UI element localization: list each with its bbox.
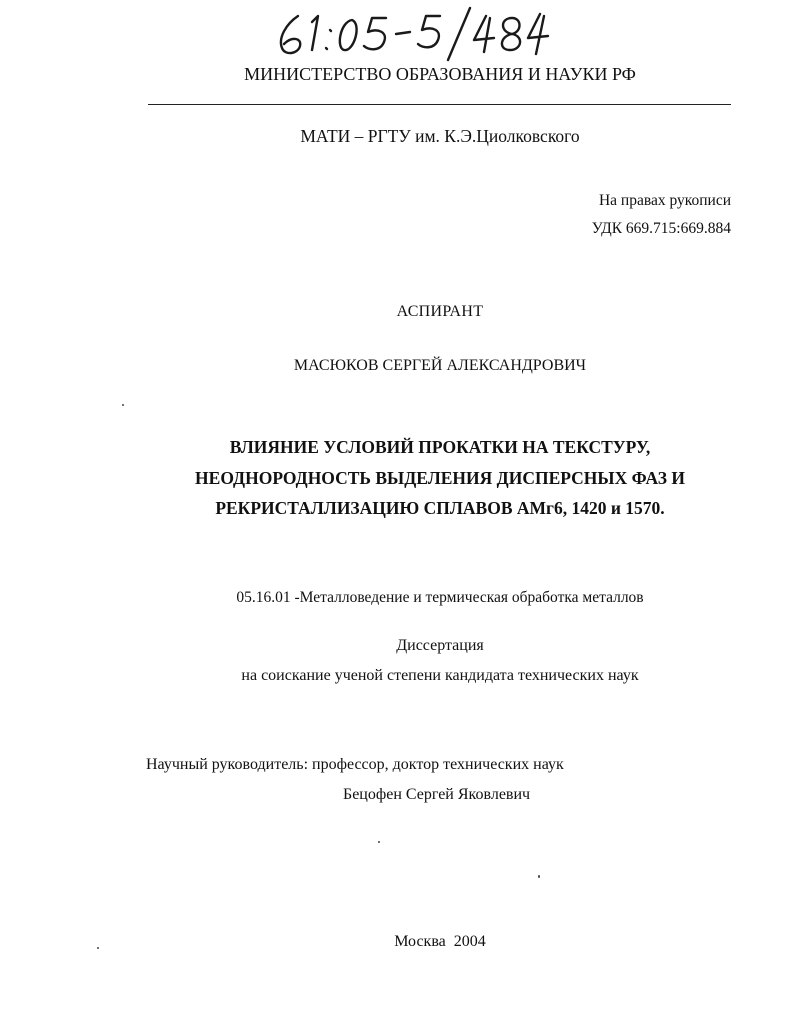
- scan-speck: [538, 875, 540, 878]
- handwritten-archive-number: [268, 4, 568, 64]
- ministry-heading: МИНИСТЕРСТВО ОБРАЗОВАНИЯ И НАУКИ РФ: [244, 64, 636, 84]
- supervisor-line: Научный руководитель: профессор, доктор технических наук: [146, 756, 564, 773]
- dissertation-title-line-2: НЕОДНОРОДНОСТЬ ВЫДЕЛЕНИЯ ДИСПЕРСНЫХ ФАЗ И: [195, 468, 685, 488]
- city-year: Москва 2004: [394, 933, 486, 950]
- specialty-code: 05.16.01 -Металловедение и термическая обработка металлов: [236, 589, 644, 606]
- scan-speck: [122, 404, 124, 406]
- university-name: МАТИ – РГТУ им. К.Э.Циолковского: [300, 126, 580, 146]
- author-name: МАСЮКОВ СЕРГЕЙ АЛЕКСАНДРОВИЧ: [293, 357, 587, 374]
- author-role: АСПИРАНТ: [396, 303, 484, 320]
- scan-speck: [378, 841, 380, 843]
- dissertation-title-line-1: ВЛИЯНИЕ УСЛОВИЙ ПРОКАТКИ НА ТЕКСТУРУ,: [229, 437, 651, 457]
- degree-line: на соискание ученой степени кандидата технических наук: [241, 667, 639, 684]
- scan-speck: [97, 947, 99, 949]
- document-type: Диссертация: [396, 637, 484, 654]
- udk-code: УДК 669.715:669.884: [591, 220, 731, 237]
- manuscript-rights: На правах рукописи: [598, 192, 731, 209]
- dissertation-title-line-3: РЕКРИСТАЛЛИЗАЦИЮ СПЛАВОВ АМг6, 1420 и 1570.: [215, 498, 665, 518]
- header-divider: [148, 104, 731, 105]
- supervisor-name: Бецофен Сергей Яковлевич: [343, 786, 531, 803]
